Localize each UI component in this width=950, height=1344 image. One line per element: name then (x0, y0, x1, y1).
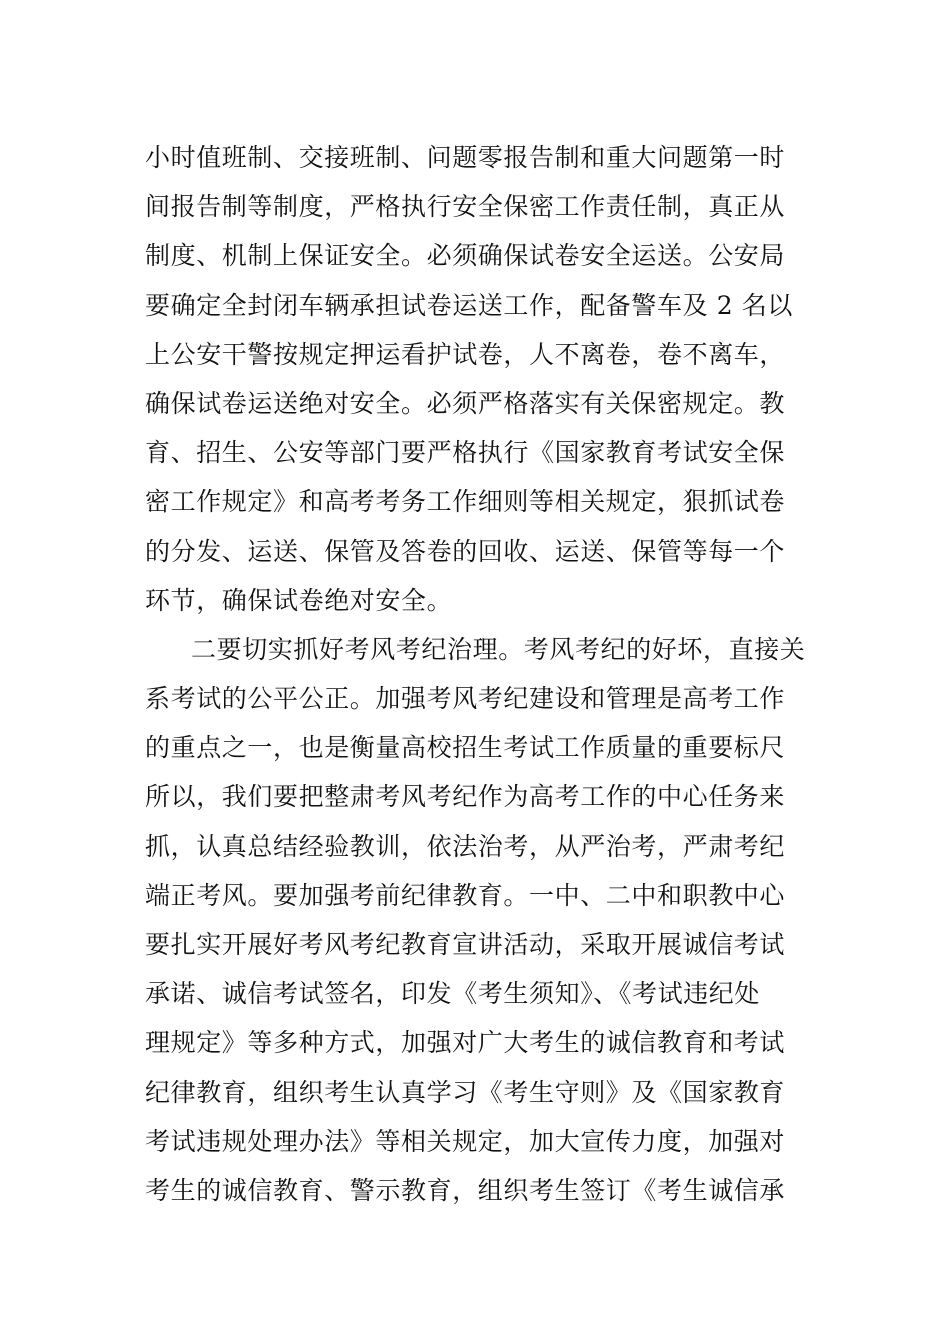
text-line: 考试违规处理办法》等相关规定，加大宣传力度，加强对 (145, 1126, 786, 1156)
text-line: 理规定》等多种方式，加强对广大考生的诚信教育和考试 (145, 1028, 786, 1058)
text-line: 制度、机制上保证安全。必须确保试卷安全运送。公安局 (145, 241, 786, 271)
text-line: 要扎实开展好考风考纪教育宣讲活动，采取开展诚信考试 (145, 930, 786, 959)
paragraph-start-line: 二要切实抓好考风考纪治理。考风考纪的好坏，直接关 (191, 634, 806, 664)
text-line: 环节，确保试卷绝对安全。 (145, 585, 453, 615)
text-line: 抓，认真总结经验教训，依法治考，从严治考，严肃考纪 (145, 831, 786, 861)
text-line: 承诺、诚信考试签名，印发《考生须知》、《考试违纪处 (145, 979, 761, 1009)
text-line: 考生的诚信教育、警示教育，组织考生签订《考生诚信承 (145, 1175, 786, 1205)
text-line: 育、招生、公安等部门要严格执行《国家教育考试安全保 (145, 438, 786, 468)
text-line: 纪律教育，组织考生认真学习《考生守则》及《国家教育 (145, 1077, 786, 1107)
text-line: 系考试的公平公正。加强考风考纪建设和管理是高考工作 (145, 684, 786, 714)
text-line: 确保试卷运送绝对安全。必须严格落实有关保密规定。教 (145, 388, 786, 418)
text-line: 要确定全封闭车辆承担试卷运送工作，配备警车及 2 名以 (145, 290, 794, 320)
text-line: 密工作规定》和高考考务工作细则等相关规定，狠抓试卷 (145, 487, 786, 517)
text-line: 上公安干警按规定押运看护试卷，人不离卷，卷不离车， (145, 339, 786, 369)
body-text (145, 133, 815, 1215)
text-line: 的重点之一，也是衡量高校招生考试工作质量的重要标尺 (145, 733, 786, 763)
text-line: 小时值班制、交接班制、问题零报告制和重大问题第一时 (145, 143, 786, 172)
text-line: 所以，我们要把整肃考风考纪作为高考工作的中心任务来 (145, 782, 786, 812)
text-line: 间报告制等制度，严格执行安全保密工作责任制，真正从 (145, 192, 786, 222)
text-line: 的分发、运送、保管及答卷的回收、运送、保管等每一个 (145, 536, 786, 566)
text-line: 端正考风。要加强考前纪律教育。一中、二中和职教中心 (145, 880, 786, 910)
